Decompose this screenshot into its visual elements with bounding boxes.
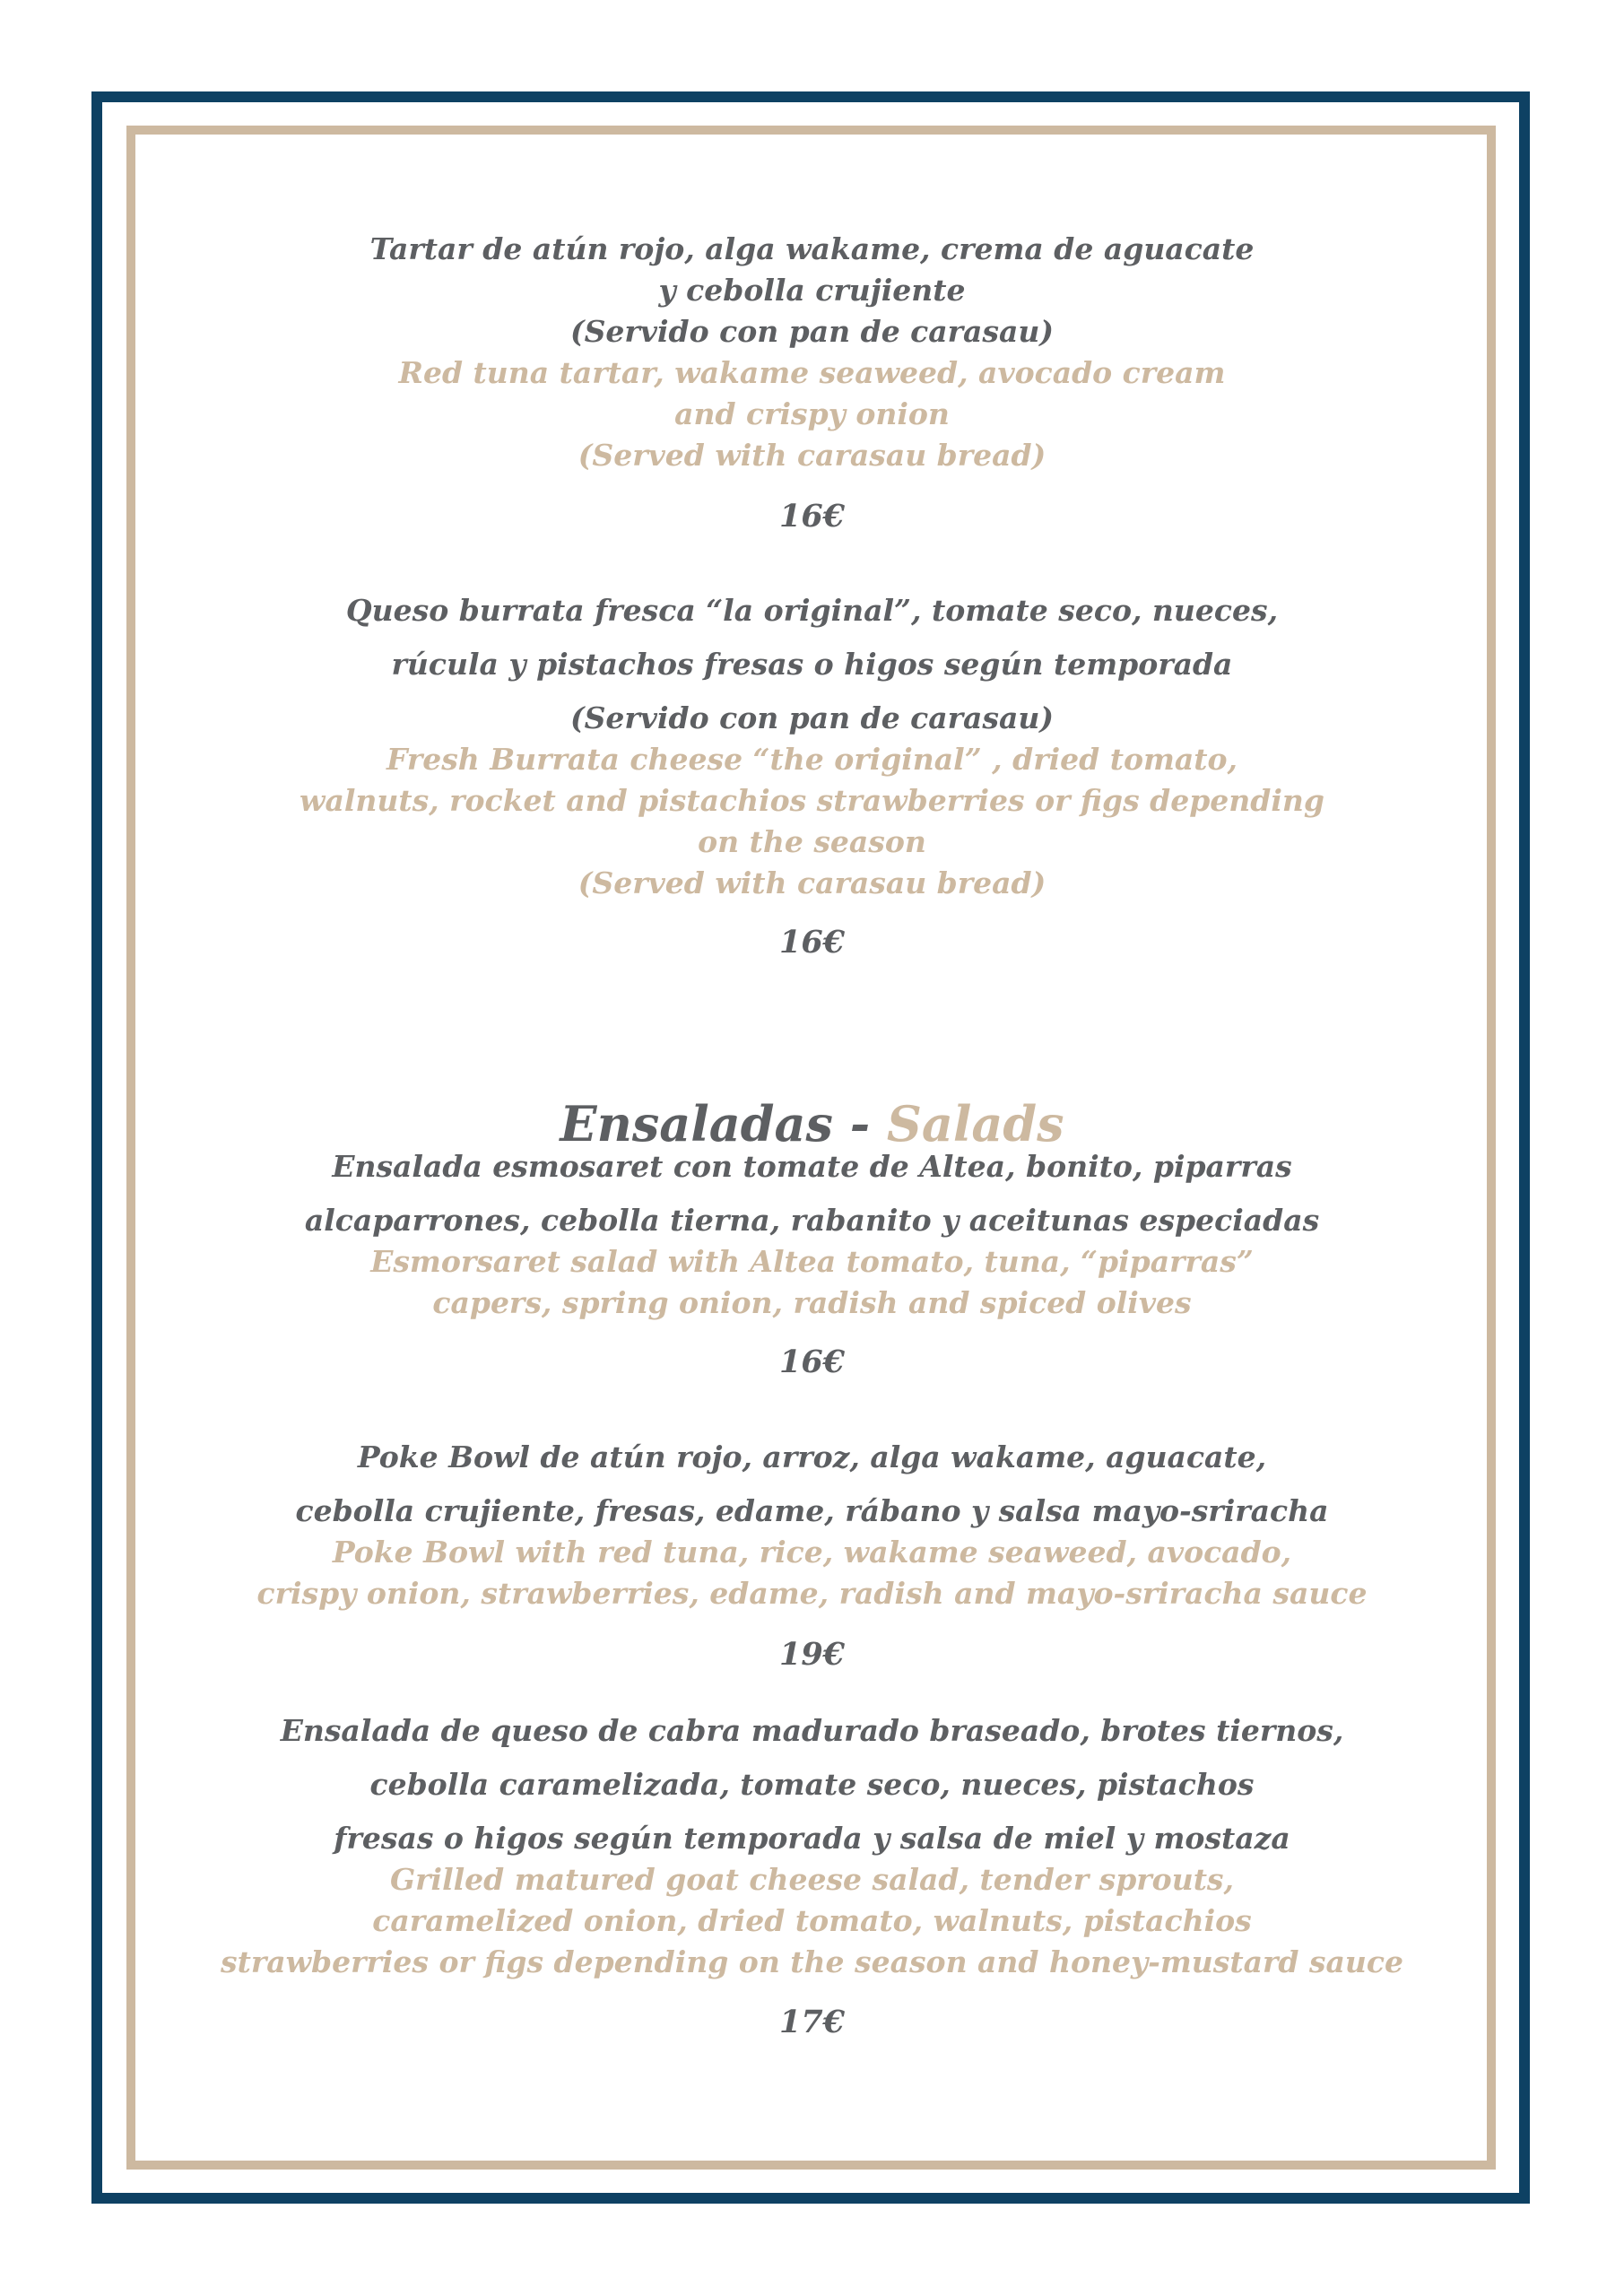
dish-name-es: Ensalada esmosaret con tomate de Altea, bonito, piparras <box>332 1149 1292 1184</box>
dish-name-en: Grilled matured goat cheese salad, tender sprouts, <box>389 1862 1234 1897</box>
dish-name-es: Tartar de atún rojo, alga wakame, crema de aguacate <box>369 231 1255 266</box>
dish-name-es: Ensalada de queso de cabra madurado braseado, brotes tiernos, <box>280 1713 1344 1748</box>
dish-name-en: crispy onion, strawberries, edame, radish and mayo-sriracha sauce <box>256 1576 1368 1611</box>
section-title-en: Salads <box>886 1095 1064 1152</box>
dish-name-es: alcaparrones, cebolla tierna, rabanito y aceitunas especiadas <box>304 1203 1320 1238</box>
dish-name-es: Poke Bowl de atún rojo, arroz, alga wakame, aguacate, <box>357 1439 1267 1474</box>
dish-price: 19€ <box>778 1636 846 1673</box>
dish-note-en: (Served with carasau bread) <box>578 438 1046 473</box>
dish-name-en: and crispy onion <box>674 396 950 431</box>
dish-name-en: caramelized onion, dried tomato, walnuts, pistachios <box>372 1903 1252 1938</box>
dish-name-es: cebolla caramelizada, tomate seco, nueces, pistachos <box>369 1767 1255 1802</box>
dish-note-es: (Servido con pan de carasau) <box>569 700 1054 735</box>
dish-price: 16€ <box>778 924 846 961</box>
dish-name-es: fresas o higos según temporada y salsa de miel y mostaza <box>334 1821 1290 1856</box>
dish-name-en: capers, spring onion, radish and spiced olives <box>432 1285 1192 1320</box>
section-title-separator: - <box>832 1095 887 1152</box>
dish-name-es: y cebolla crujiente <box>658 273 966 308</box>
dish-price: 17€ <box>778 2004 846 2040</box>
dish-price: 16€ <box>778 498 846 535</box>
dish-name-es: cebolla crujiente, fresas, edame, rábano y salsa mayo-sriracha <box>295 1493 1329 1528</box>
dish-name-en: Esmorsaret salad with Altea tomato, tuna, “piparras” <box>370 1244 1254 1279</box>
dish-price: 16€ <box>778 1344 846 1380</box>
dish-note-en: (Served with carasau bread) <box>578 865 1046 900</box>
dish-name-en: Fresh Burrata cheese “the original” , dried tomato, <box>386 742 1238 777</box>
dish-name-es: rúcula y pistachos fresas o higos según temporada <box>391 647 1233 682</box>
dish-name-en: Red tuna tartar, wakame seaweed, avocado cream <box>398 355 1226 390</box>
dish-name-en: strawberries or figs depending on the season and honey-mustard sauce <box>221 1944 1403 1979</box>
dish-name-en: Poke Bowl with red tuna, rice, wakame seaweed, avocado, <box>332 1535 1292 1570</box>
dish-name-en: walnuts, rocket and pistachios strawberries or figs depending <box>300 783 1324 818</box>
dish-name-en: on the season <box>698 824 926 859</box>
dish-name-es: Queso burrata fresca “la original”, tomate seco, nueces, <box>345 593 1279 628</box>
dish-note-es: (Servido con pan de carasau) <box>569 314 1054 349</box>
section-title-es: Ensaladas <box>560 1095 833 1152</box>
